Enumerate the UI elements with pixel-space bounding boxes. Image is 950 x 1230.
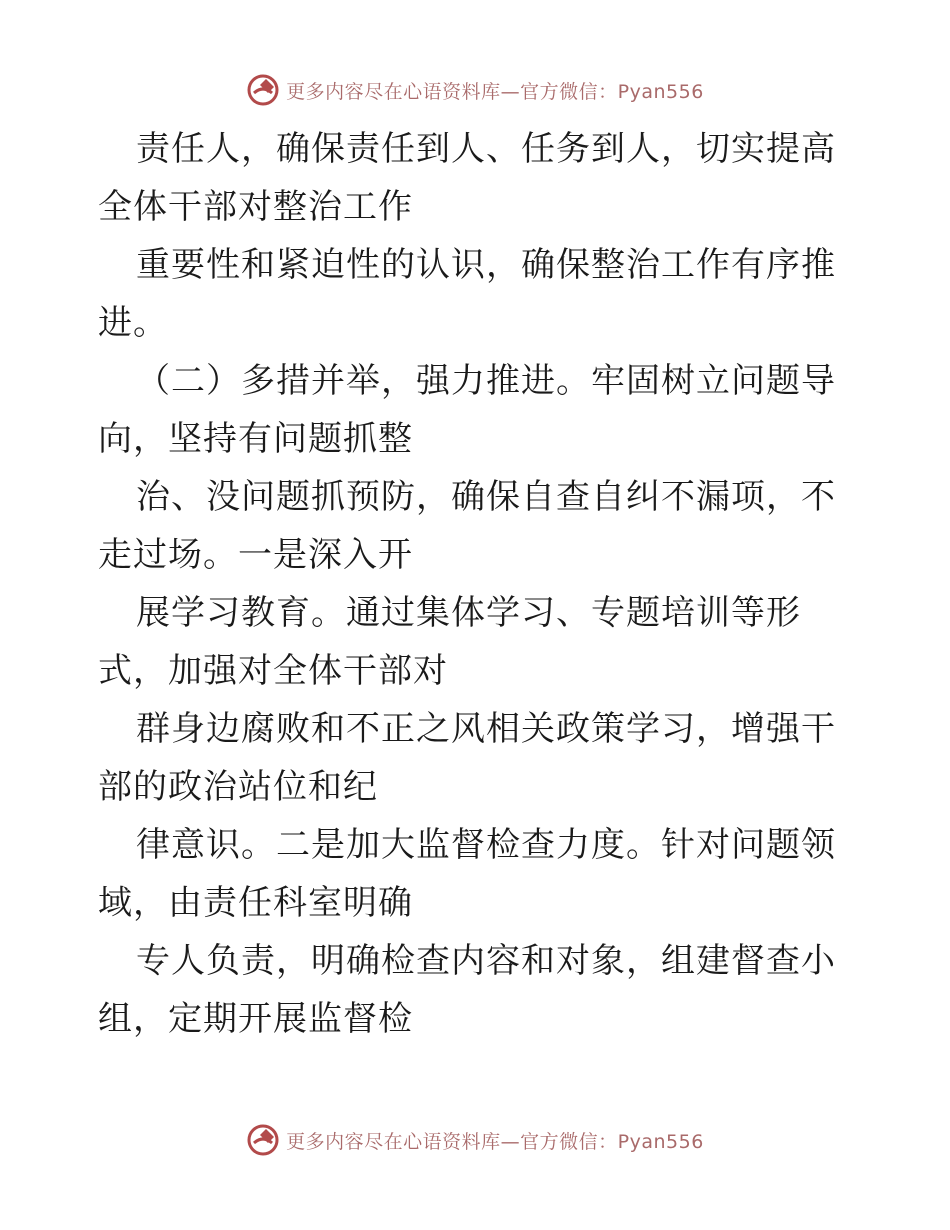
paragraph: （二）多措并举，强力推进。牢固树立问题导向，坚持有问题抓整 [98, 361, 836, 459]
header-watermark [0, 70, 950, 110]
paragraph: 责任人，确保责任到人、任务到人，切实提高全体干部对整治工作 [98, 129, 836, 227]
paragraph: 治、没问题抓预防，确保自查自纠不漏项，不走过场。一是深入开 [98, 477, 836, 575]
paragraph: 群身边腐败和不正之风相关政策学习，增强干部的政治站位和纪 [98, 709, 836, 807]
book-pen-logo-icon [246, 1123, 280, 1157]
document-body [98, 120, 858, 1048]
paragraph: 专人负责，明确检查内容和对象，组建督查小组，定期开展监督检 [98, 941, 836, 1039]
footer-watermark [0, 1120, 950, 1160]
watermark-text: 更多内容尽在心语资料库—官方微信：Pyan556 [286, 80, 704, 103]
book-pen-logo-icon [246, 73, 280, 107]
paragraph: 重要性和紧迫性的认识，确保整治工作有序推进。 [98, 245, 836, 343]
paragraph: 展学习教育。通过集体学习、专题培训等形式，加强对全体干部对 [98, 593, 801, 691]
paragraph: 律意识。二是加大监督检查力度。针对问题领域，由责任科室明确 [98, 825, 836, 923]
watermark-text: 更多内容尽在心语资料库—官方微信：Pyan556 [286, 1130, 704, 1153]
